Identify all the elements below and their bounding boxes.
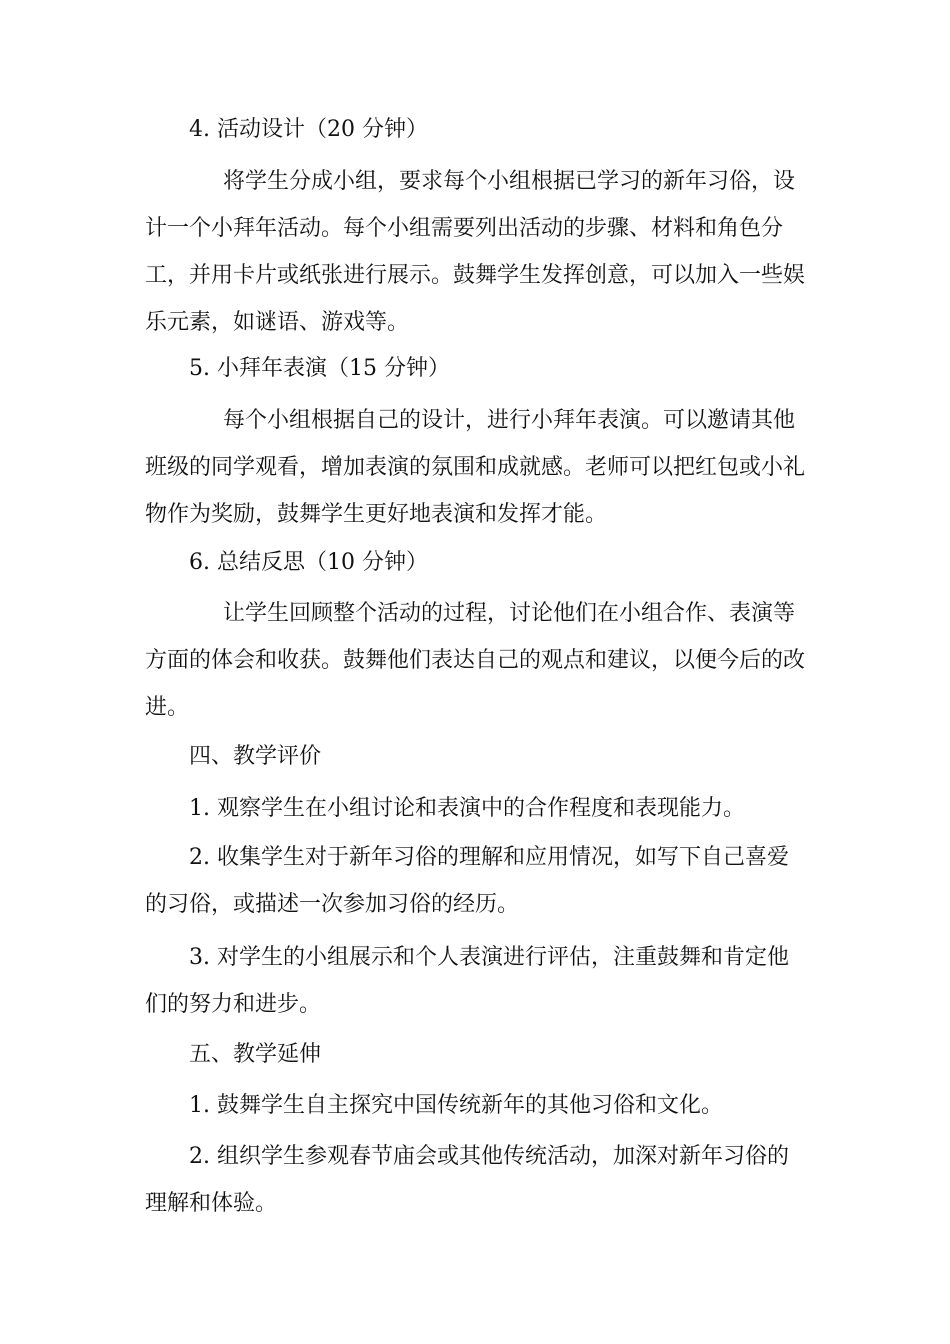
extension-heading: 五、教学延伸 — [189, 1042, 322, 1067]
extension-item-2: 2. 组织学生参观春节庙会或其他传统活动，加深对新年习俗的理解和体验。 — [145, 1144, 789, 1216]
extension-item-1: 1. 鼓舞学生自主探究中国传统新年的其他习俗和文化。 — [189, 1093, 723, 1118]
section-5-body: 每个小组根据自己的设计，进行小拜年表演。可以邀请其他班级的同学观看，增加表演的氛围和成就感。老师可以把红包或小礼物作为奖励，鼓舞学生更好地表演和发挥才能。 — [145, 408, 806, 527]
section-6-heading: 6. 总结反思（10 分钟） — [189, 550, 428, 575]
section-6-body: 让学生回顾整个活动的过程，讨论他们在小组合作、表演等方面的体会和收获。鼓舞他们表达自己的观点和建议，以便今后的改进。 — [145, 601, 806, 720]
section-4-body: 将学生分成小组，要求每个小组根据已学习的新年习俗，设计一个小拜年活动。每个小组需要列出活动的步骤、材料和角色分工，并用卡片或纸张进行展示。鼓舞学生发挥创意，可以加入一些娱乐元素，如谜语、游戏等。 — [145, 169, 806, 335]
section-5-heading: 5. 小拜年表演（15 分钟） — [189, 356, 450, 381]
section-4-heading: 4. 活动设计（20 分钟） — [189, 117, 428, 142]
evaluation-item-1: 1. 观察学生在小组讨论和表演中的合作程度和表现能力。 — [189, 796, 745, 821]
evaluation-item-2: 2. 收集学生对于新年习俗的理解和应用情况，如写下自己喜爱的习俗，或描述一次参加习俗的经历。 — [145, 845, 789, 917]
evaluation-heading: 四、教学评价 — [189, 744, 322, 769]
evaluation-item-3: 3. 对学生的小组展示和个人表演进行评估，注重鼓舞和肯定他们的努力和进步。 — [145, 945, 789, 1017]
